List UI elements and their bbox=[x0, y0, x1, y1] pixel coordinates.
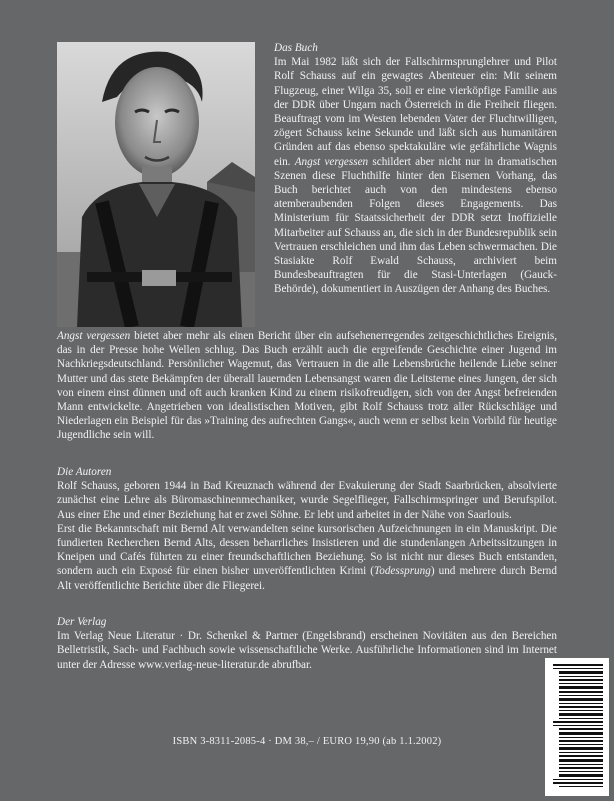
buch-section bbox=[274, 41, 557, 297]
buch-paragraph-1-a: Im Mai 1982 läßt sich der Fallschirmsprunglehrer und Pilot Rolf Schauss auf ein gewagtes Abenteuer ein: Mit seinem Flugzeug, einer Wilga 35, soll er eine vierköpfige Familie aus der DDR über Ungarn nach Österreich in die Freiheit fliegen. Beauftragt vom im Westen lebenden Vater der Fluchtwilligen, zögert Schauss keine Sekunde und läßt sich aus humanitären Gründen auf das ebenso spektakuläre wie gefährliche Wagnis ein. bbox=[274, 56, 557, 168]
author-photo-image bbox=[57, 42, 255, 327]
book-title-angst-vergessen-2: Angst vergessen bbox=[57, 330, 131, 342]
autoren-paragraph-2 bbox=[57, 522, 557, 593]
autoren-paragraph-2-a: Erst die Bekanntschaft mit Bernd Alt verwandelten seine kursorischen Aufzeichnungen in ein Manuskript. Die fundierten Recherchen Bernd Alts, dessen beharrliches Insistieren und die stundenlangen Arbeitssitzungen in Kneipen und Cafés führten zu einer freundschaftlichen Beziehung. So ist nicht nur dieses Buch entstanden, sondern auch ein Exposé für einen bisher unveröffentlichten Krimi ( bbox=[57, 522, 557, 578]
book-title-angst-vergessen: Angst vergessen bbox=[294, 155, 369, 168]
buch-paragraph-1-b: schildert aber nicht nur in dramatischen Szenen diese Fluchthilfe hinter den Eisernen Vorhang, das Buch berichtet auch von den mindestens ebenso atemberaubenden Folgen dieses Engagements. Das Ministerium für Staatssicherheit der DDR setzt Inoffizielle Mitarbeiter auf Schauss an, die sich in der Bundesrepublik sein Vertrauen erschleichen und ihm das Leben schwermachen. Die Stasiakte Rolf Ewald Schauss, archiviert beim Bundesbeauftragten für die Stasi-Unterlagen (Gauck-Behörde), dokumentiert in Auszügen der Anhang des Buches. bbox=[274, 155, 558, 296]
autoren-paragraph-1: Rolf Schauss, geboren 1944 in Bad Kreuznach während der Evakuierung der Stadt Saarbrücken, absolvierte zunächst eine Lehre als Büromaschinenmechaniker, wurde Segelflieger, Fallschirmspringer und Berufspilot. Aus einer Ehe und einer Beziehung hat er zwei Söhne. Er lebt und arbeitet in der Nähe von Saarlouis. bbox=[57, 480, 557, 521]
verlag-heading: Der Verlag bbox=[57, 616, 107, 628]
author-photo bbox=[57, 42, 255, 327]
verlag-section bbox=[57, 615, 557, 672]
isbn-price-line: ISBN 3-8311-2085-4 · DM 38,– / EURO 19,90 (ab 1.1.2002) bbox=[172, 736, 442, 747]
verlag-paragraph: Im Verlag Neue Literatur · Dr. Schenkel & Partner (Engelsbrand) erscheinen Novitäten aus den Bereichen Belletristik, Sach- und Fachbuch sowie wissenschaftliche Werke. Ausführliche Informationen sind im Internet unter der Adresse www.verlag-neue-literatur.de abrufbar. bbox=[57, 630, 557, 671]
buch-continued bbox=[57, 329, 557, 443]
barcode bbox=[545, 658, 609, 796]
buch-paragraph-2 bbox=[57, 329, 557, 443]
buch-heading: Das Buch bbox=[274, 42, 318, 54]
barcode-graphic bbox=[545, 658, 609, 796]
autoren-paragraph-2-b: ) und mehrere durch Bernd Alt veröffentlichte Berichte über die Fliegerei. bbox=[57, 565, 557, 592]
crime-title-todessprung: Todessprung bbox=[374, 565, 431, 578]
buch-paragraph-2-text: bietet aber mehr als einen Bericht über ein aufsehenerregendes zeitgeschichtliches Ereignis, das in der Presse hohe Wellen schlug. Das Buch erzählt auch die ergreifende Geschichte einer Jugend im Nachkriegsdeutschland. Persönlicher Wagemut, das Vertrauen in die alle Lebensbrüche heilende Liebe seiner Mutter und das stete Bekämpfen der überall lauernden Lebensangst waren die Leitsterne eines Jungen, der sich von einem einst dünnen und oft auch kranken Kind zu einem risikofreudigen, sich von der Angst befreienden Mann entwickelte. Angetrieben von idealistischen Motiven, gibt Rolf Schauss trotz aller Rückschläge und Niederlagen ein Beispiel für das »Training des aufrechten Gangs«, auch wenn er selbst kein Vorbild für heutige Jugendliche sein will. bbox=[57, 330, 557, 442]
buch-paragraph-1 bbox=[274, 55, 557, 296]
autoren-heading: Die Autoren bbox=[57, 466, 112, 478]
autoren-section bbox=[57, 465, 557, 593]
